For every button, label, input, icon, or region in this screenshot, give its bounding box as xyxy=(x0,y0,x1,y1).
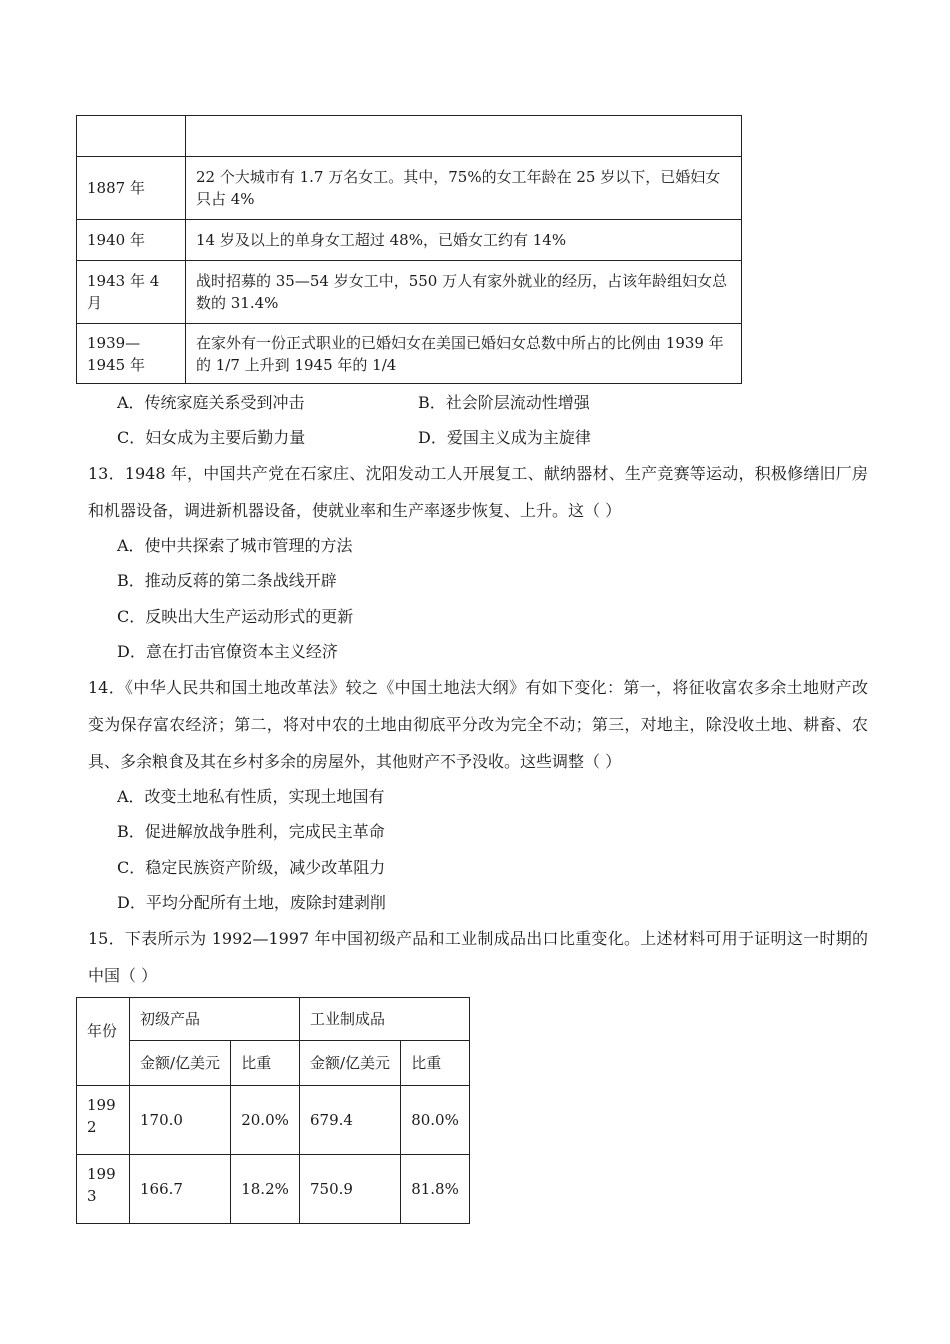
women-labor-table xyxy=(76,115,742,384)
q15-stem: 15．下表所示为 1992—1997 年中国初级产品和工业制成品出口比重变化。上述材料可用于证明这一时期的中国（ ） xyxy=(88,929,868,985)
table-header-row xyxy=(77,116,742,157)
year-cell: 1940 年 xyxy=(77,220,186,261)
content-cell: 14 岁及以上的单身女工超过 48%，已婚女工约有 14% xyxy=(186,220,742,261)
year-cell: 1993 xyxy=(77,1155,130,1224)
q13-option-d: D．意在打击官僚资本主义经济 xyxy=(117,642,338,661)
year-header-cell: 年份 xyxy=(77,998,130,1086)
ratio-header-cell: 比重 xyxy=(231,1041,300,1086)
table-row xyxy=(77,157,742,220)
amount-cell: 750.9 xyxy=(299,1155,400,1224)
table-row xyxy=(77,324,742,384)
amount-cell: 679.4 xyxy=(299,1086,400,1155)
q14-option-a: A．改变土地私有性质，实现土地国有 xyxy=(117,787,385,806)
ratio-cell: 18.2% xyxy=(231,1155,300,1224)
q13-option-c: C．反映出大生产运动形式的更新 xyxy=(117,607,354,626)
export-ratio-table xyxy=(76,997,470,1224)
table-header-row xyxy=(77,998,470,1041)
amount-cell: 166.7 xyxy=(130,1155,231,1224)
year-cell: 1943 年 4 月 xyxy=(77,261,186,324)
content-cell: 战时招募的 35—54 岁女工中，550 万人有家外就业的经历，占该年龄组妇女总数的 31.4% xyxy=(186,261,742,324)
manufactured-goods-header: 工业制成品 xyxy=(299,998,469,1041)
primary-products-header: 初级产品 xyxy=(130,998,300,1041)
table-row xyxy=(77,1086,470,1155)
amount-header-cell: 金额/亿美元 xyxy=(299,1041,400,1086)
ratio-cell: 81.8% xyxy=(401,1155,470,1224)
table-header-cell xyxy=(77,116,186,157)
q12-option-b: B．社会阶层流动性增强 xyxy=(418,393,590,412)
year-cell: 1992 xyxy=(77,1086,130,1155)
year-cell: 1887 年 xyxy=(77,157,186,220)
ratio-header-cell: 比重 xyxy=(401,1041,470,1086)
q13-option-b: B．推动反蒋的第二条战线开辟 xyxy=(117,571,337,590)
q14-option-b: B．促进解放战争胜利，完成民主革命 xyxy=(117,822,385,841)
table-row xyxy=(77,1155,470,1224)
amount-cell: 170.0 xyxy=(130,1086,231,1155)
amount-header-cell: 金额/亿美元 xyxy=(130,1041,231,1086)
content-cell: 在家外有一份正式职业的已婚妇女在美国已婚妇女总数中所占的比例由 1939 年的 1/7 上升到 1945 年的 1/4 xyxy=(186,324,742,384)
q12-option-c: C．妇女成为主要后勤力量 xyxy=(117,428,306,447)
ratio-cell: 20.0% xyxy=(231,1086,300,1155)
year-cell: 1939—1945 年 xyxy=(77,324,186,384)
q14-stem: 14．《中华人民共和国土地改革法》较之《中国土地法大纲》有如下变化：第一，将征收富农多余土地财产改变为保存富农经济；第二，将对中农的土地由彻底平分改为完全不动；第三，对地主，除没收土地、耕畜、农具、多余粮食及其在乡村多余的房屋外，其他财产不予没收。这些调整（ ） xyxy=(88,678,868,771)
q12-option-d: D．爱国主义成为主旋律 xyxy=(418,428,591,447)
q12-option-a: A．传统家庭关系受到冲击 xyxy=(117,393,305,412)
q13-stem: 13．1948 年，中国共产党在石家庄、沈阳发动工人开展复工、献纳器材、生产竞赛等运动，积极修缮旧厂房和机器设备，调进新机器设备，使就业率和生产率逐步恢复、上升。这（ ） xyxy=(88,464,868,520)
table-subheader-row xyxy=(77,1041,470,1086)
table-row xyxy=(77,261,742,324)
table-header-cell xyxy=(186,116,742,157)
table-row xyxy=(77,220,742,261)
q14-option-d: D．平均分配所有土地，废除封建剥削 xyxy=(117,893,386,912)
content-cell: 22 个大城市有 1.7 万名女工。其中，75%的女工年龄在 25 岁以下，已婚妇女只占 4% xyxy=(186,157,742,220)
ratio-cell: 80.0% xyxy=(401,1086,470,1155)
q14-option-c: C．稳定民族资产阶级，减少改革阻力 xyxy=(117,858,386,877)
q13-option-a: A．使中共探索了城市管理的方法 xyxy=(117,536,353,555)
